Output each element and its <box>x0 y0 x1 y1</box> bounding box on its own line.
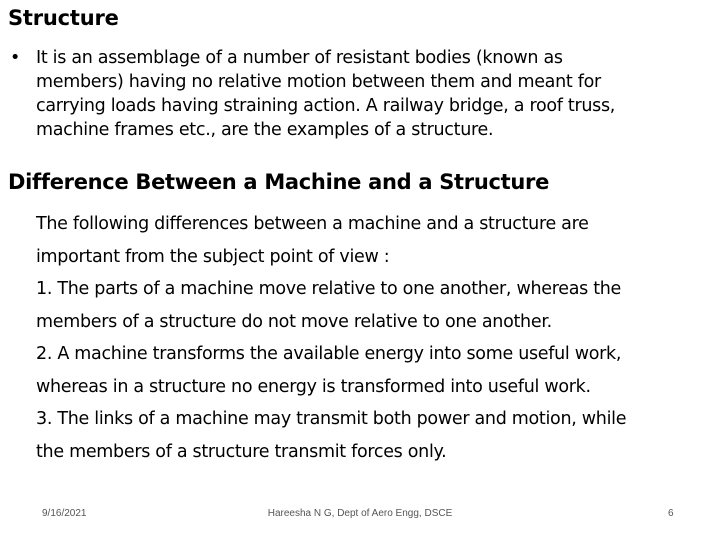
body-line: the members of a structure transmit forces only. <box>36 441 447 462</box>
bullet-line: machine frames etc., are the examples of a structure. <box>36 120 494 140</box>
body-line: important from the subject point of view : <box>36 246 390 267</box>
body-line: The following differences between a machine and a structure are <box>36 214 589 234</box>
bullet-line: carrying loads having straining action. A railway bridge, a roof truss, <box>36 96 616 116</box>
footer-page-number: 6 <box>668 508 674 519</box>
body-line: 3. The links of a machine may transmit both power and motion, while <box>36 409 627 429</box>
bullet-line: members) having no relative motion between them and meant for <box>36 72 601 92</box>
bullet-icon: • <box>10 48 21 68</box>
bullet-line: It is an assemblage of a number of resistant bodies (known as <box>36 48 563 68</box>
bullet-item <box>8 46 708 142</box>
body-line: 1. The parts of a machine move relative to one another, whereas the <box>36 279 622 299</box>
bullet-paragraph <box>8 46 708 142</box>
footer-author: Hareesha N G, Dept of Aero Engg, DSCE <box>267 508 453 519</box>
body-line: whereas in a structure no energy is transformed into useful work. <box>36 376 591 397</box>
heading-difference: Difference Between a Machine and a Structure <box>8 170 550 194</box>
body-line: members of a structure do not move relative to one another. <box>36 311 552 332</box>
heading-structure: Structure <box>8 6 119 30</box>
footer-date: 9/16/2021 <box>42 508 87 519</box>
difference-body <box>36 208 716 468</box>
bullet-text <box>36 46 708 142</box>
body-line: 2. A machine transforms the available energy into some useful work, <box>36 344 622 364</box>
